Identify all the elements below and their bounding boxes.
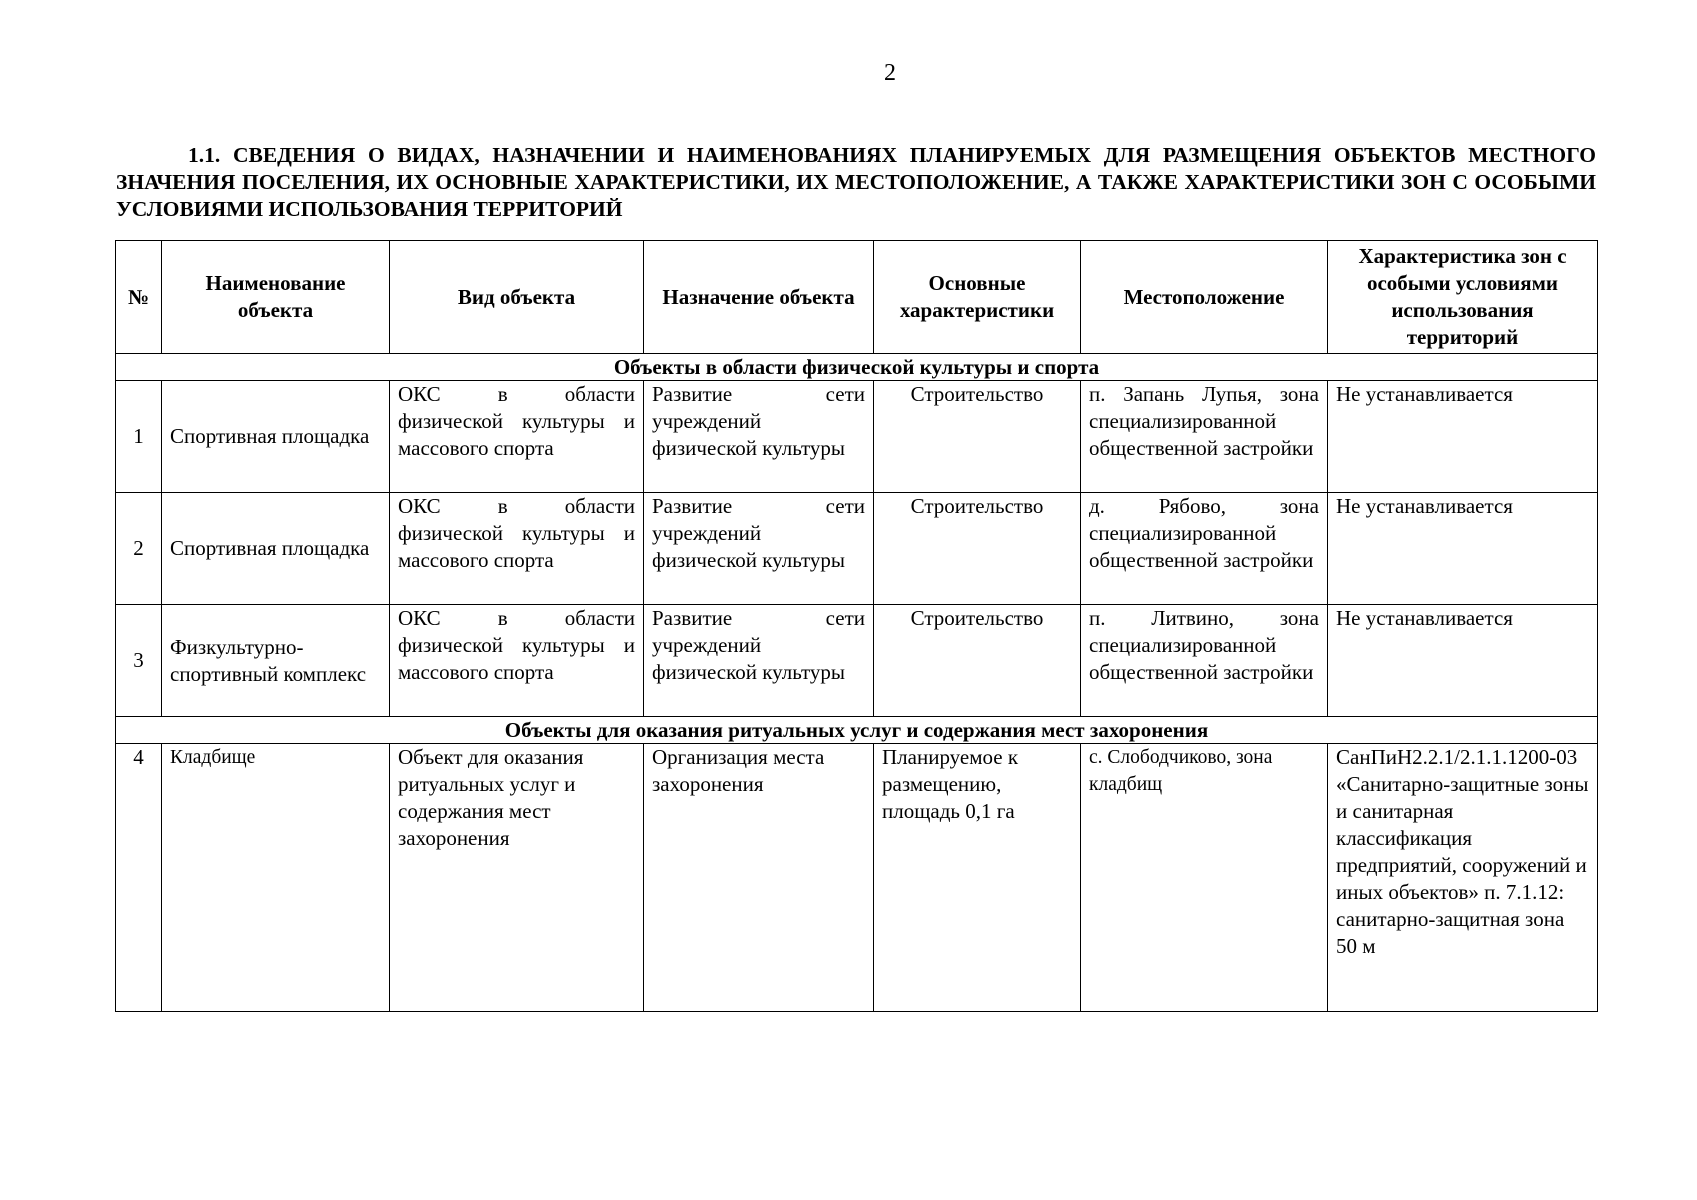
row-kind: ОКС в области физической культуры и массового спорта [390,381,644,493]
table-row [116,744,1598,1012]
header-kind: Вид объекта [390,241,644,354]
header-characteristics: Основные характеристики [874,241,1081,354]
table-row [116,605,1598,717]
row-location: д. Рябово, зона специализированной общественной застройки [1081,493,1328,605]
row-num: 4 [116,744,162,1012]
row-characteristics: Строительство [874,493,1081,605]
row-characteristics: Строительство [874,381,1081,493]
row-purpose: Развитие сети учреждений физической культуры [644,381,874,493]
table-row [116,381,1598,493]
row-name: Кладбище [162,744,390,1012]
row-num: 3 [116,605,162,717]
row-num: 2 [116,493,162,605]
section-row-ritual [116,717,1598,744]
header-zones: Характеристика зон с особыми условиями использования территорий [1328,241,1598,354]
row-zones: Не устанавливается [1328,493,1598,605]
row-zones: Не устанавливается [1328,381,1598,493]
header-name: Наименование объекта [162,241,390,354]
row-kind: ОКС в области физической культуры и массового спорта [390,605,644,717]
section-title: Объекты для оказания ритуальных услуг и содержания мест захоронения [116,717,1598,744]
row-characteristics: Планируемое к размещению, площадь 0,1 га [874,744,1081,1012]
row-kind: ОКС в области физической культуры и массового спорта [390,493,644,605]
table-header-row [116,241,1598,354]
section-title: Объекты в области физической культуры и спорта [116,354,1598,381]
row-purpose: Организация места захоронения [644,744,874,1012]
row-kind: Объект для оказания ритуальных услуг и содержания мест захоронения [390,744,644,1012]
row-name: Физкультурно-спортивный комплекс [162,605,390,717]
header-purpose: Назначение объекта [644,241,874,354]
section-row-sport [116,354,1598,381]
row-characteristics: Строительство [874,605,1081,717]
row-purpose: Развитие сети учреждений физической культуры [644,493,874,605]
table-row [116,493,1598,605]
row-name: Спортивная площадка [162,381,390,493]
section-heading: 1.1. СВЕДЕНИЯ О ВИДАХ, НАЗНАЧЕНИИ И НАИМЕНОВАНИЯХ ПЛАНИРУЕМЫХ ДЛЯ РАЗМЕЩЕНИЯ ОБЪЕКТОВ МЕСТНОГО ЗНАЧЕНИЯ ПОСЕЛЕНИЯ, ИХ ОСНОВНЫЕ ХАРАКТЕРИСТИКИ, ИХ МЕСТОПОЛОЖЕНИЕ, А ТАКЖЕ ХАРАКТЕРИСТИКИ ЗОН С ОСОБЫМИ УСЛОВИЯМИ ИСПОЛЬЗОВАНИЯ ТЕРРИТОРИЙ [116,143,1596,221]
row-zones: Не устанавливается [1328,605,1598,717]
row-num: 1 [116,381,162,493]
row-location: с. Слободчиково, зона кладбищ [1081,744,1328,1012]
page-number: 2 [884,60,896,86]
row-name: Спортивная площадка [162,493,390,605]
header-location: Местоположение [1081,241,1328,354]
row-purpose: Развитие сети учреждений физической культуры [644,605,874,717]
row-zones: СанПиН2.2.1/2.1.1.1200-03 «Санитарно-защитные зоны и санитарная классификация предприятий, сооружений и иных объектов» п. 7.1.12: санитарно-защитная зона 50 м [1328,744,1598,1012]
row-location: п. Запань Лупья, зона специализированной общественной застройки [1081,381,1328,493]
planned-objects-table [115,240,1598,1012]
row-location: п. Литвино, зона специализированной общественной застройки [1081,605,1328,717]
header-num: № [116,241,162,354]
